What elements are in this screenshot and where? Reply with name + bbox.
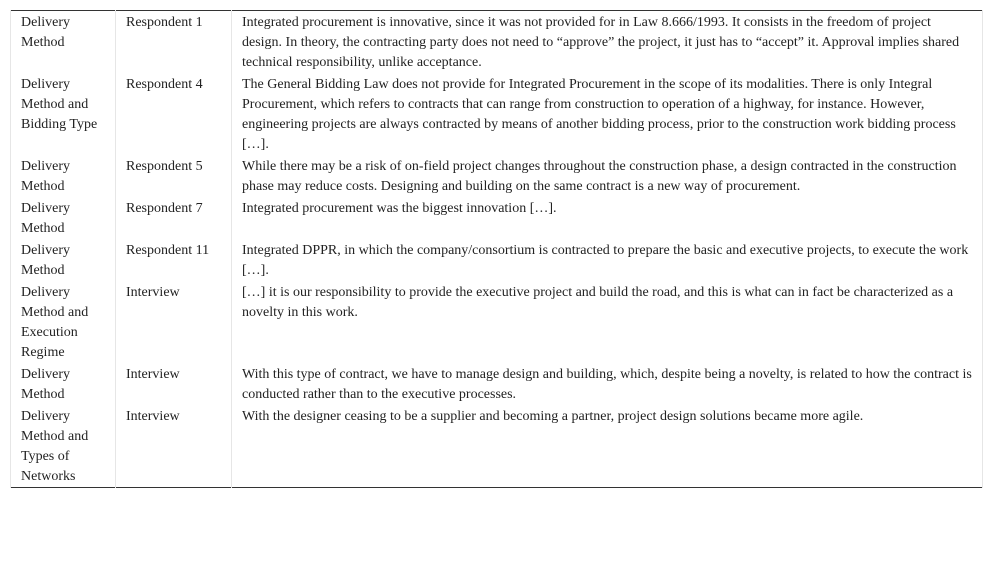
quotes-table-container [10,10,982,488]
category-cell: Delivery Method [11,363,116,405]
category-cell: Delivery Method [11,11,116,74]
category-cell: Delivery Method and Bidding Type [11,73,116,155]
table-row [11,363,983,405]
category-cell: Delivery Method [11,197,116,239]
table-row [11,197,983,239]
table-row [11,155,983,197]
table-row [11,11,983,74]
quote-cell: […] it is our responsibility to provide the executive project and build the road, and this is what can in fact be characterized as a novelty in this work. [232,281,983,363]
category-cell: Delivery Method and Types of Networks [11,405,116,488]
quote-cell: Integrated procurement is innovative, since it was not provided for in Law 8.666/1993. It consists in the freedom of project design. In theory, the contracting party does not need to “approve” the project, it just has to “accept” it. Approval implies shared technical responsibility, unlike acceptance. [232,11,983,74]
quote-cell: Integrated DPPR, in which the company/consortium is contracted to prepare the basic and executive projects, to execute the work […]. [232,239,983,281]
source-cell: Respondent 11 [116,239,232,281]
source-cell: Respondent 7 [116,197,232,239]
source-cell: Interview [116,405,232,488]
quote-cell: The General Bidding Law does not provide for Integrated Procurement in the scope of its modalities. There is only Integral Procurement, which refers to contracts that can range from construction to operation of a highway, for instance. However, engineering projects are always contracted by means of another bidding process, prior to the construction work bidding process […]. [232,73,983,155]
source-cell: Interview [116,281,232,363]
source-cell: Respondent 5 [116,155,232,197]
table-row [11,73,983,155]
table-row [11,281,983,363]
quote-cell: Integrated procurement was the biggest innovation […]. [232,197,983,239]
source-cell: Interview [116,363,232,405]
quote-cell: While there may be a risk of on-field project changes throughout the construction phase, a design contracted in the construction phase may reduce costs. Designing and building on the same contract is a new way of procurement. [232,155,983,197]
category-cell: Delivery Method [11,239,116,281]
table-row [11,405,983,488]
source-cell: Respondent 4 [116,73,232,155]
quotes-table [10,10,983,488]
quote-cell: With this type of contract, we have to manage design and building, which, despite being a novelty, is related to how the contract is conducted rather than to the executive processes. [232,363,983,405]
category-cell: Delivery Method [11,155,116,197]
quote-cell: With the designer ceasing to be a supplier and becoming a partner, project design solutions became more agile. [232,405,983,488]
category-cell: Delivery Method and Execution Regime [11,281,116,363]
source-cell: Respondent 1 [116,11,232,74]
table-row [11,239,983,281]
